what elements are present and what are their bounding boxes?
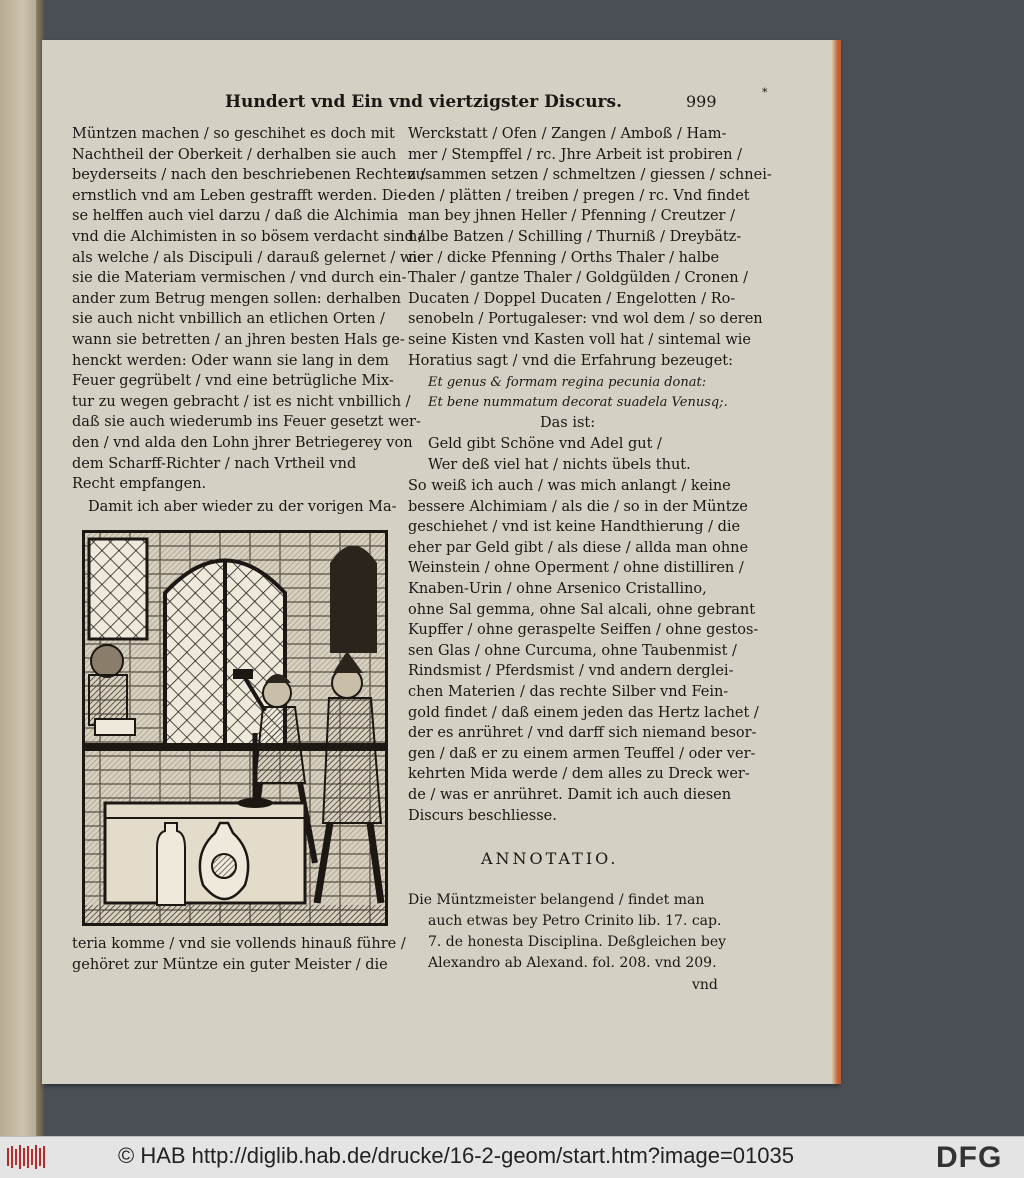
text-line: vnd die Alchimisten in so bösem verdacht sind / [72, 229, 424, 245]
running-head: Hundert vnd Ein vnd viertzigster Discurs. [225, 92, 622, 112]
text-line: Knaben-Urin / ohne Arsenico Cristallino, [408, 581, 707, 597]
text-line: dem Scharff-Richter / nach Vrtheil vnd [72, 455, 357, 472]
text-line: eher par Geld gibt / als diese / allda man ohne [408, 539, 749, 556]
mint-workshop-woodcut [85, 533, 385, 923]
text-line: Horatius sagt / vnd die Erfahrung bezeuget: [408, 352, 733, 369]
footer-bar [0, 1136, 1024, 1178]
text-line: kehrten Mida werde / dem alles zu Dreck wer- [408, 766, 750, 783]
text-line: zusammen setzen / schmeltzen / giessen / schnei- [408, 167, 772, 184]
text-line: henckt werden: Oder wann sie lang in dem [72, 352, 389, 369]
text-line: Thaler / gantze Thaler / Goldgülden / Cronen / [408, 270, 749, 287]
page-number: 999 [686, 92, 717, 111]
catchword: vnd [692, 977, 718, 993]
text-line: ohne Sal gemma, ohne Sal alcali, ohne gebrant [408, 601, 756, 618]
text-line: 7. de honesta Disciplina. Deßgleichen bey [428, 934, 727, 950]
text-line: sen Glas / ohne Curcuma, ohne Taubenmist / [408, 642, 737, 659]
text-line: se helffen auch viel darzu / daß die Alchimia [72, 208, 399, 225]
text-line: Discurs beschliesse. [408, 807, 557, 824]
hab-logo-icon [6, 1144, 46, 1170]
text-line: gold findet / daß einem jeden das Hertz lachet / [408, 704, 759, 721]
text-line: Rindsmist / Pferdsmist / vnd andern derglei- [408, 663, 734, 680]
text-line: wann sie betretten / an jhren besten Hals ge- [72, 332, 405, 348]
text-line: senobeln / Portugaleser: vnd wol dem / so deren [408, 311, 763, 328]
text-line: seine Kisten vnd Kasten voll hat / sintemal wie [408, 332, 751, 348]
star-mark: * [762, 86, 768, 99]
dfg-logo: DFG [936, 1141, 1003, 1174]
text-line: tur zu wegen gebracht / ist es nicht vnbillich / [72, 393, 411, 410]
text-line: Feuer gegrübelt / vnd eine betrügliche Mix- [72, 373, 394, 390]
text-line: Recht empfangen. [72, 476, 207, 493]
text-line: Nachtheil der Oberkeit / derhalben sie auch [72, 146, 397, 163]
text-line: ner / dicke Pfenning / Orths Thaler / halbe [408, 249, 720, 266]
text-line: Damit ich aber wieder zu der vorigen Ma- [88, 499, 397, 515]
text-line: de / was er anrühret. Damit ich auch diesen [408, 787, 732, 803]
copyright-link[interactable]: © HAB http://diglib.hab.de/drucke/16-2-geom/start.htm?image=01035 [118, 1143, 794, 1168]
text-line: Alexandro ab Alexand. fol. 208. vnd 209. [428, 955, 717, 971]
text-line: daß sie auch wiederumb ins Feuer gesetzt wer- [72, 414, 421, 431]
page-edge [832, 40, 841, 1084]
text-line: So weiß ich auch / was mich anlangt / keine [408, 478, 731, 494]
text-line: Weinstein / ohne Operment / ohne distilliren / [408, 560, 744, 577]
das-ist-label: Das ist: [540, 415, 596, 431]
text-line: auch etwas bey Petro Crinito lib. 17. cap. [428, 913, 722, 929]
latin-quote-line: Et bene nummatum decorat suadela Venusq;. [428, 395, 728, 410]
text-line: geschiehet / vnd ist keine Handthierung / die [408, 519, 741, 536]
text-line: bessere Alchimiam / als die / so in der Müntze [408, 498, 748, 515]
text-line: sie die Materiam vermischen / vnd durch ein- [72, 270, 407, 287]
text-line: teria komme / vnd sie vollends hinauß führe / [72, 936, 406, 952]
text-line: sie auch nicht vnbillich an etlichen Orten / [72, 311, 385, 328]
text-line: ander zum Betrug mengen sollen: derhalben [72, 290, 401, 307]
verse-line: Geld gibt Schöne vnd Adel gut / [428, 436, 662, 452]
text-line: der es anrühret / vnd darff sich niemand besor- [408, 725, 757, 742]
text-line: Müntzen machen / so geschihet es doch mit [72, 126, 395, 142]
text-line: Kupffer / ohne geraspelte Seiffen / ohne gestos- [408, 622, 759, 639]
text-line: den / vnd alda den Lohn jhrer Betriegerey von [72, 435, 413, 451]
text-line: halbe Batzen / Schilling / Thurniß / Dreybätz- [408, 229, 742, 245]
text-line: man bey jhnen Heller / Pfenning / Creutzer / [408, 208, 735, 225]
verse-line: Wer deß viel hat / nichts übels thut. [428, 457, 691, 473]
text-line: beyderseits / nach den beschriebenen Rechten / [72, 167, 426, 184]
text-line: ernstlich vnd am Leben gestrafft werden. Die- [72, 187, 412, 204]
text-line: Die Müntzmeister belangend / findet man [408, 892, 705, 908]
latin-quote-line: Et genus & formam regina pecunia donat: [428, 375, 707, 390]
text-line: Ducaten / Doppel Ducaten / Engelotten / Ro- [408, 290, 736, 307]
text-line: Werckstatt / Ofen / Zangen / Amboß / Ham- [408, 126, 727, 142]
text-line: mer / Stempffel / rc. Jhre Arbeit ist probiren / [408, 146, 742, 163]
text-line: chen Materien / das rechte Silber vnd Fein- [408, 684, 729, 700]
woodcut-illustration [82, 530, 388, 926]
text-line: gehöret zur Müntze ein guter Meister / die [72, 957, 388, 973]
text-line: gen / daß er zu einem armen Teuffel / oder ver- [408, 745, 756, 762]
text-line: als welche / als Discipuli / darauß gelernet / wie [72, 249, 426, 266]
text-line: den / plätten / treiben / pregen / rc. Vnd findet [408, 187, 750, 204]
annotatio-heading: ANNOTATIO. [481, 849, 619, 868]
